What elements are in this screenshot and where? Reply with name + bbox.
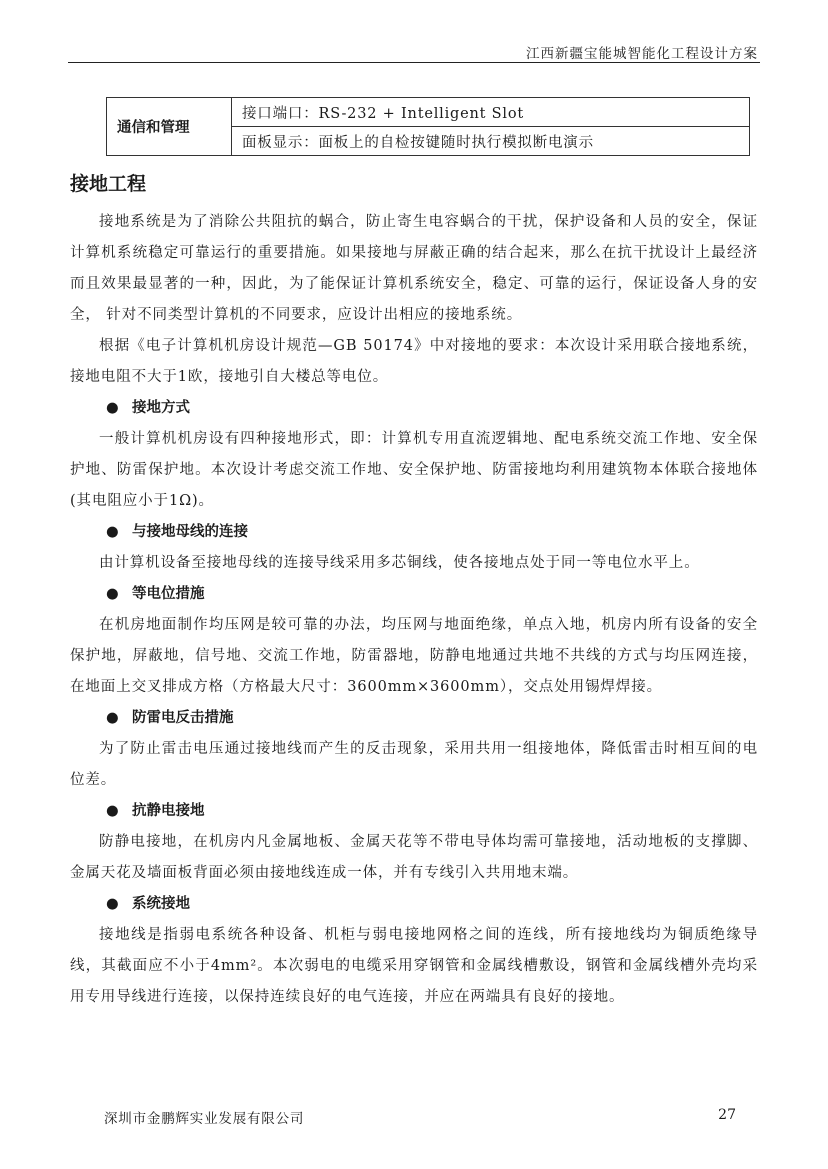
- section-heading: 接地工程: [70, 173, 147, 195]
- bullet-icon: ●: [106, 400, 119, 416]
- footer-company: 深圳市金鹏辉实业发展有限公司: [104, 1111, 305, 1127]
- subsection-title-text: 等电位措施: [132, 586, 205, 602]
- table-row-label: 通信和管理: [107, 98, 232, 156]
- table-cell: 接口端口：RS-232 + Intelligent Slot: [232, 98, 750, 127]
- bullet-icon: ●: [106, 710, 119, 726]
- paragraph: 接地系统是为了消除公共阻抗的蜗合，防止寄生电容蜗合的干扰，保护设备和人员的安全，保证计算机系统稳定可靠运行的重要措施。如果接地与屏蔽正确的结合起来，那么在抗干扰设计上最经济而且效果最显著的一种，因此，为了能保证计算机系统安全，稳定、可靠的运行，保证设备人身的安全， 针对不同类型计算机的不同要求，应设计出相应的接地系统。: [70, 214, 758, 323]
- subsection-title-text: 抗静电接地: [132, 803, 205, 819]
- subsection-title: [70, 393, 758, 424]
- paragraph: 由计算机设备至接地母线的连接导线采用多芯铜线，使各接地点处于同一等电位水平上。: [99, 555, 700, 571]
- section-body: [70, 207, 758, 1013]
- subsection-title: [70, 889, 758, 920]
- paragraph: 根据《电子计算机机房设计规范—GB 50174》中对接地的要求：本次设计采用联合接地系统，接地电阻不大于1欧，接地引自大楼总等电位。: [70, 338, 758, 385]
- paragraph: 在机房地面制作均压网是较可靠的办法，均压网与地面绝缘，单点入地，机房内所有设备的安全保护地，屏蔽地，信号地、交流工作地，防雷器地，防静电地通过共地不共线的方式与均压网连接，在地面上交叉排成方格（方格最大尺寸：3600mm×3600mm），交点处用锡焊焊接。: [70, 617, 758, 695]
- bullet-icon: ●: [106, 896, 119, 912]
- header-title: 江西新疆宝能城智能化工程设计方案: [526, 46, 758, 62]
- subsection-title-text: 防雷电反击措施: [132, 710, 234, 726]
- spec-table: [106, 97, 750, 156]
- paragraph: 为了防止雷击电压通过接地线而产生的反击现象，采用共用一组接地体，降低雷击时相互间的电位差。: [70, 741, 758, 788]
- paragraph: 一般计算机机房设有四种接地形式，即：计算机专用直流逻辑地、配电系统交流工作地、安全保护地、防雷保护地。本次设计考虑交流工作地、安全保护地、防雷接地均利用建筑物本体联合接地体(其电阻应小于1Ω)。: [70, 431, 758, 509]
- header-divider: [68, 62, 760, 63]
- subsection-title: [70, 517, 758, 548]
- subsection-title-text: 与接地母线的连接: [132, 524, 248, 540]
- paragraph: 防静电接地，在机房内凡金属地板、金属天花等不带电导体均需可靠接地，活动地板的支撑脚、金属天花及墙面板背面必须由接地线连成一体，并有专线引入共用地末端。: [70, 834, 758, 881]
- page-number: 27: [718, 1107, 736, 1123]
- bullet-icon: ●: [106, 586, 119, 602]
- subsection-title: [70, 579, 758, 610]
- bullet-icon: ●: [106, 803, 119, 819]
- paragraph: 接地线是指弱电系统各种设备、机柜与弱电接地网格之间的连线，所有接地线均为铜质绝缘导线，其截面应不小于4mm²。本次弱电的电缆采用穿钢管和金属线槽敷设，钢管和金属线槽外壳均采用专用导线进行连接，以保持连续良好的电气连接，并应在两端具有良好的接地。: [70, 927, 758, 1005]
- table-cell: 面板显示：面板上的自检按键随时执行模拟断电演示: [232, 127, 750, 156]
- subsection-title-text: 接地方式: [132, 400, 190, 416]
- subsection-title: [70, 796, 758, 827]
- subsection-title: [70, 703, 758, 734]
- subsection-title-text: 系统接地: [132, 896, 190, 912]
- table-row: [107, 98, 750, 127]
- bullet-icon: ●: [106, 524, 119, 540]
